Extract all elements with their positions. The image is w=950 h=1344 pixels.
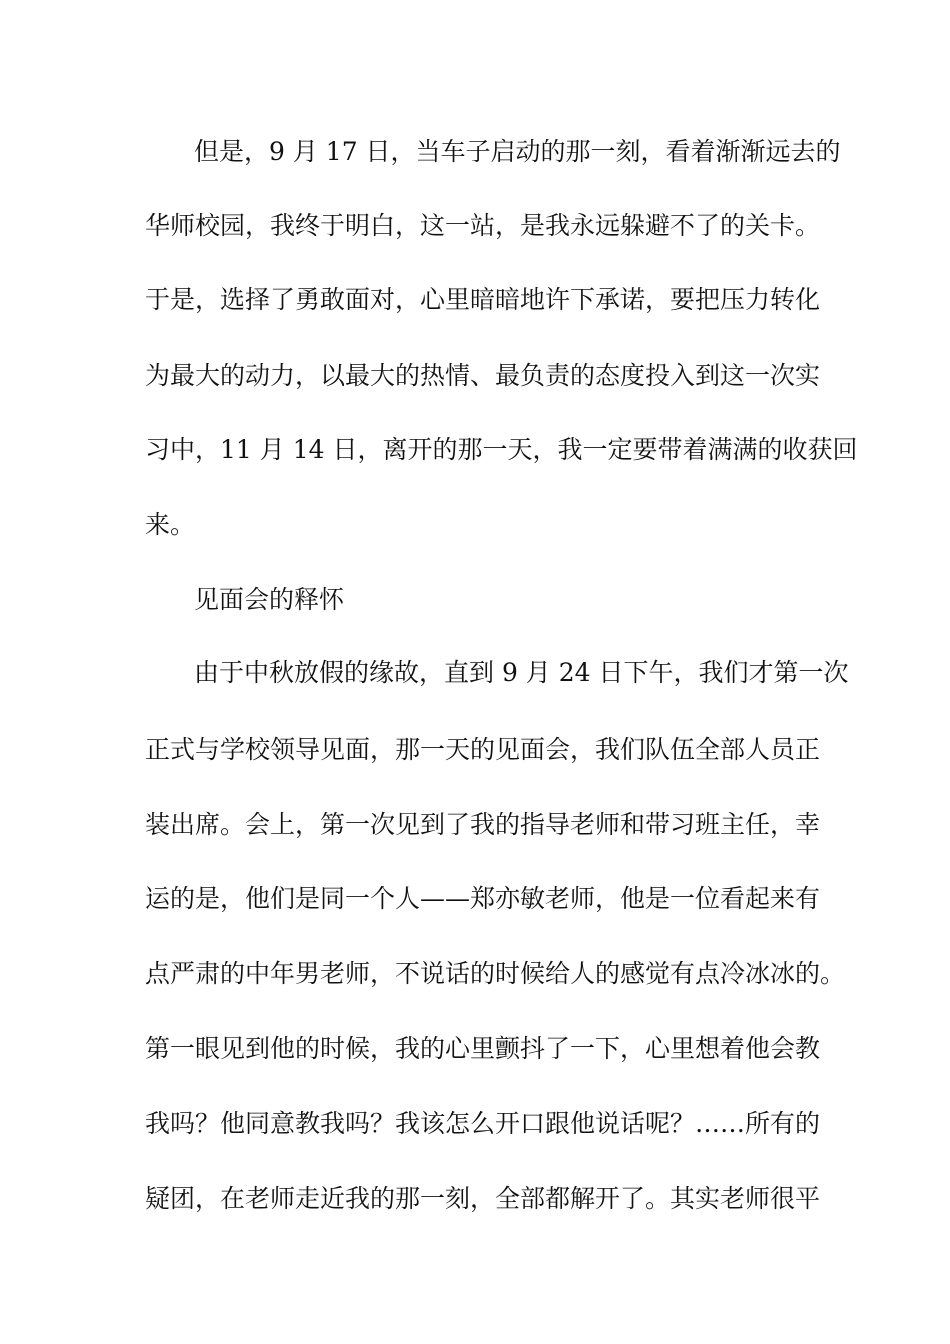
text-line: 第一眼见到他的时候，我的心里颤抖了一下，心里想着他会教 — [145, 1034, 821, 1063]
text-line: 点严肃的中年男老师，不说话的时候给人的感觉有点冷冰冰的。 — [145, 959, 846, 988]
text-line: 为最大的动力，以最大的热情、最负责的态度投入到这一次实 — [145, 361, 821, 390]
text-line: 华师校园，我终于明白，这一站，是我永远躲避不了的关卡。 — [145, 211, 821, 240]
text-line: 来。 — [145, 510, 196, 539]
text-line: 运的是，他们是同一个人——郑亦敏老师，他是一位看起来有 — [145, 884, 821, 913]
text-line: 由于中秋放假的缘故，直到 9 月 24 日下午，我们才第一次 — [194, 658, 849, 687]
text-line: 正式与学校领导见面，那一天的见面会，我们队伍全部人员正 — [145, 735, 821, 764]
text-line: 于是，选择了勇敢面对，心里暗暗地许下承诺，要把压力转化 — [145, 285, 821, 314]
text-line: 习中，11 月 14 日，离开的那一天，我一定要带着满满的收获回 — [145, 435, 858, 464]
text-line: 疑团，在老师走近我的那一刻，全部都解开了。其实老师很平 — [145, 1184, 821, 1213]
text-line: 但是，9 月 17 日，当车子启动的那一刻，看着渐渐远去的 — [194, 137, 841, 166]
text-line: 装出席。会上，第一次见到了我的指导老师和带习班主任，幸 — [145, 810, 821, 839]
text-line: 我吗？他同意教我吗？我该怎么开口跟他说话呢？……所有的 — [145, 1109, 821, 1138]
section-heading: 见面会的释怀 — [194, 585, 345, 614]
